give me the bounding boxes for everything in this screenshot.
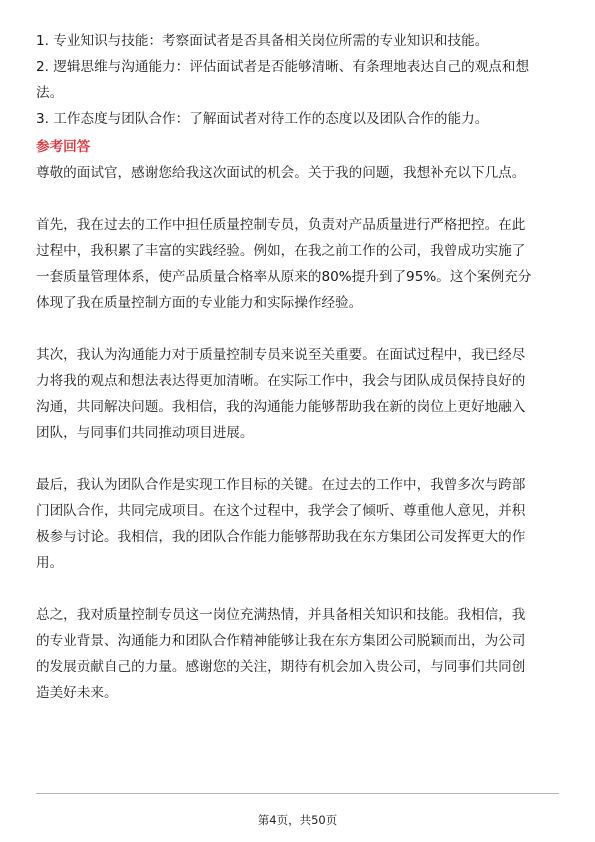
- paragraph-line: 力将我的观点和想法表达得更加清晰。在实际工作中，我会与团队成员保持良好的: [36, 373, 526, 389]
- paragraph-line: 用。: [36, 555, 64, 571]
- paragraph-3: [36, 472, 564, 576]
- paragraph-line: 其次，我认为沟通能力对于质量控制专员来说至关重要。在面试过程中，我已经尽: [36, 347, 526, 363]
- paragraph-line: 一套质量管理体系，使产品质量合格率从原来的80%提升到了95%。这个案例充分: [36, 269, 532, 285]
- paragraph-line: 首先，我在过去的工作中担任质量控制专员，负责对产品质量进行严格把控。在此: [36, 217, 526, 233]
- paragraph-line: 尊敬的面试官，感谢您给我这次面试的机会。关于我的问题，我想补充以下几点。: [36, 165, 526, 181]
- paragraph-line: 的专业背景、沟通能力和团队合作精神能够让我在东方集团公司脱颖而出，为公司: [36, 633, 526, 649]
- paragraph-2: [36, 342, 564, 446]
- criteria-item-2-continued: 法。: [36, 85, 64, 101]
- paragraph-line: 体现了我在质量控制方面的专业能力和实际操作经验。: [36, 295, 363, 311]
- paragraph-line: 造美好未来。: [36, 685, 118, 701]
- criteria-item-1: 1. 专业知识与技能：考察面试者是否具备相关岗位所需的专业知识和技能。: [36, 33, 489, 49]
- paragraph-line: 最后，我认为团队合作是实现工作目标的关键。在过去的工作中，我曾多次与跨部: [36, 477, 526, 493]
- page-number: 第4页，共50页: [257, 813, 338, 827]
- paragraph-line: 沟通，共同解决问题。我相信，我的沟通能力能够帮助我在新的岗位上更好地融入: [36, 399, 526, 415]
- paragraph-1: [36, 212, 564, 316]
- answer-heading: 参考回答: [36, 139, 91, 155]
- paragraph-line: 极参与讨论。我相信，我的团队合作能力能够帮助我在东方集团公司发挥更大的作: [36, 529, 526, 545]
- criteria-item-3: 3. 工作态度与团队合作：了解面试者对待工作的态度以及团队合作的能力。: [36, 111, 489, 127]
- paragraph-line: 的发展贡献自己的力量。感谢您的关注，期待有机会加入贵公司，与同事们共同创: [36, 659, 526, 675]
- document-body: [36, 28, 564, 732]
- paragraph-line: 总之，我对质量控制专员这一岗位充满热情，并具备相关知识和技能。我相信，我: [36, 607, 526, 623]
- paragraph-line: 门团队合作，共同完成项目。在这个过程中，我学会了倾听、尊重他人意见，并积: [36, 503, 526, 519]
- paragraph-line: 团队，与同事们共同推动项目进展。: [36, 425, 254, 441]
- footer-divider: [36, 793, 559, 794]
- criteria-item-2: 2. 逻辑思维与沟通能力：评估面试者是否能够清晰、有条理地表达自己的观点和想: [36, 59, 530, 75]
- intro-paragraph: [36, 160, 564, 186]
- paragraph-4: [36, 602, 564, 706]
- paragraph-line: 过程中，我积累了丰富的实践经验。例如，在我之前工作的公司，我曾成功实施了: [36, 243, 526, 259]
